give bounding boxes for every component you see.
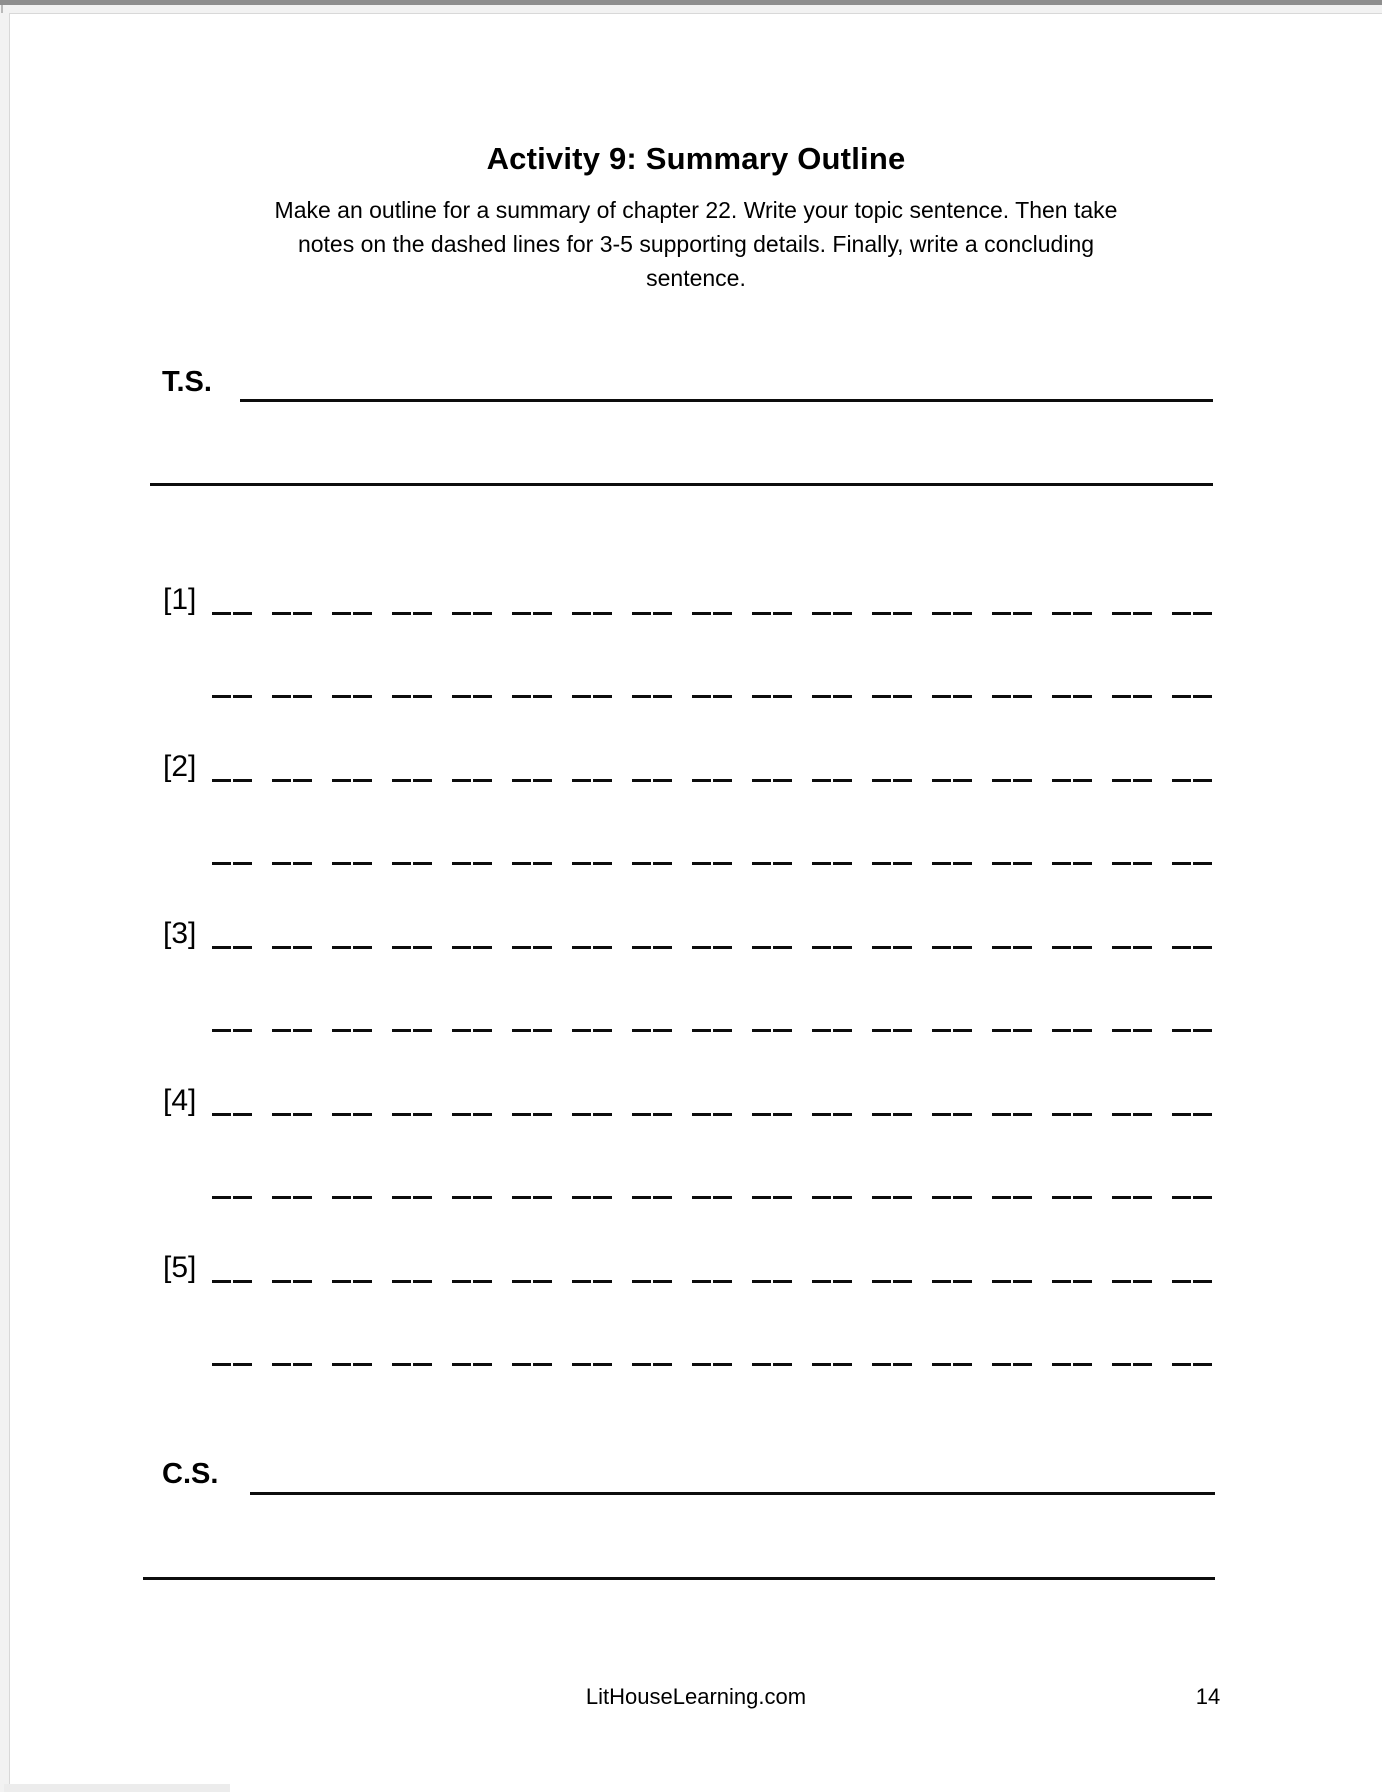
page-title: Activity 9: Summary Outline [486, 141, 906, 176]
detail-5-dashed-line-1 [212, 1280, 1220, 1283]
viewer-bottom-gutter [4, 1784, 230, 1792]
concluding-sentence-line-1 [250, 1492, 1215, 1495]
concluding-sentence-line-2 [143, 1577, 1215, 1580]
detail-1-label: [1] [163, 583, 197, 616]
detail-2-dashed-line-1 [212, 779, 1220, 782]
viewer-top-gutter [0, 5, 1382, 14]
detail-5-label: [5] [163, 1251, 197, 1284]
instructions-text: Make an outline for a summary of chapter 22. Write your topic sentence. Then take notes on the dashed lines for 3-5 supporting details. Finally, write a concluding sentence. [274, 197, 1118, 291]
topic-sentence-label: T.S. [162, 366, 212, 398]
topic-sentence-line-1 [240, 399, 1213, 402]
detail-1-dashed-line-2 [212, 695, 1220, 698]
footer-page-number: 14 [1195, 1684, 1221, 1709]
detail-4-label: [4] [163, 1084, 197, 1117]
detail-2-label: [2] [163, 750, 197, 783]
detail-4-dashed-line-1 [212, 1113, 1220, 1116]
detail-3-label: [3] [163, 917, 197, 950]
detail-5-dashed-line-2 [212, 1363, 1220, 1366]
detail-2-dashed-line-2 [212, 862, 1220, 865]
viewer-left-gutter [0, 13, 10, 1792]
concluding-sentence-label: C.S. [162, 1458, 219, 1490]
footer-site-name: LitHouseLearning.com [585, 1684, 807, 1709]
detail-3-dashed-line-2 [212, 1029, 1220, 1032]
topic-sentence-line-2 [150, 483, 1213, 486]
detail-3-dashed-line-1 [212, 946, 1220, 949]
detail-1-dashed-line-1 [212, 612, 1220, 615]
detail-4-dashed-line-2 [212, 1196, 1220, 1199]
